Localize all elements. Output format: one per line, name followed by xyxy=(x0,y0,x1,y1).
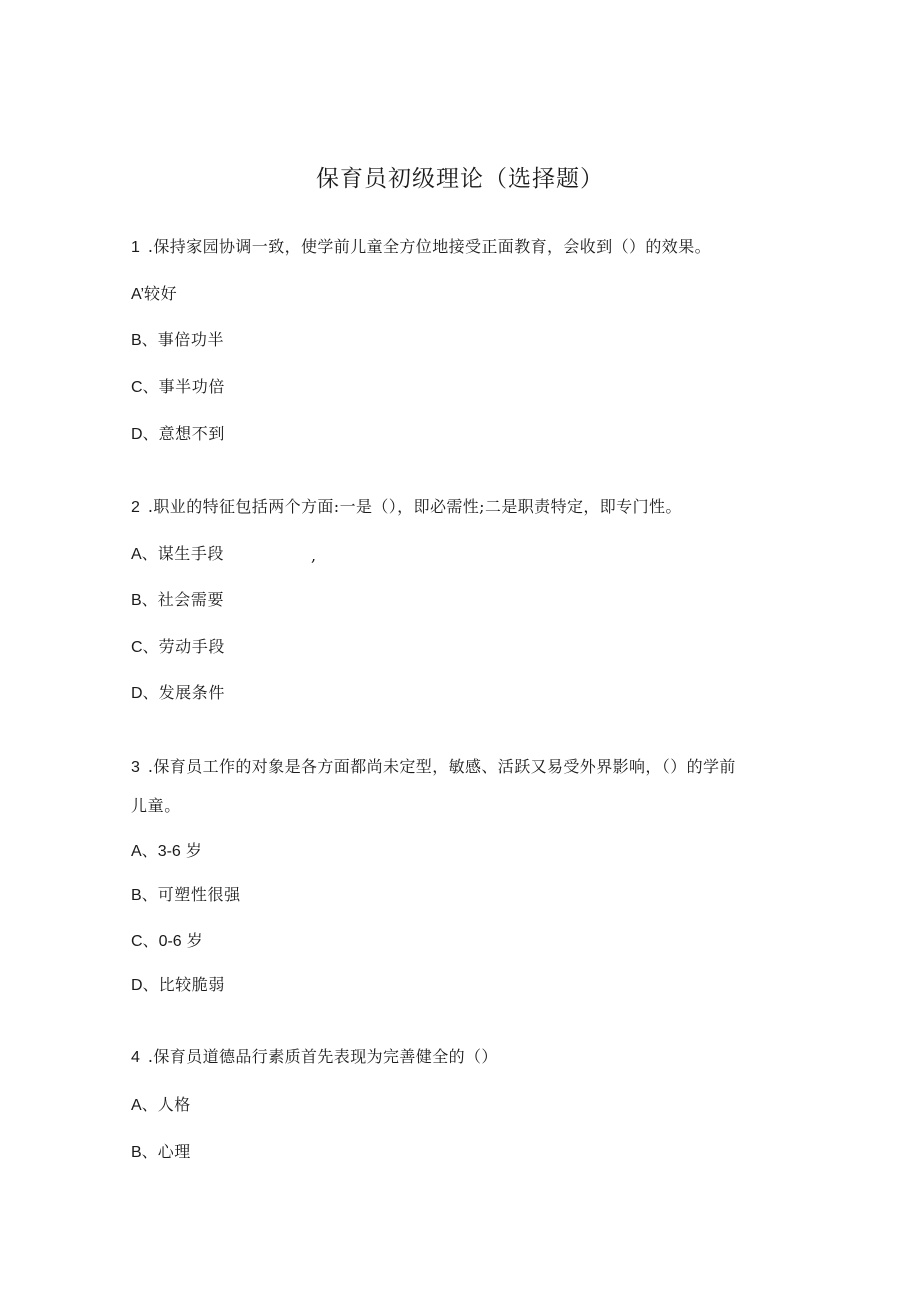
question-1-option-b xyxy=(131,330,224,351)
question-2-option-a xyxy=(131,544,224,565)
question-2-option-d xyxy=(131,683,225,704)
option-letter: D、 xyxy=(131,977,159,994)
option-letter: C、 xyxy=(131,933,159,950)
option-letter: B、 xyxy=(131,1144,158,1161)
question-2-option-b xyxy=(131,590,224,611)
option-text: 社会需要 xyxy=(157,590,225,609)
question-text: .保育员工作的对象是各方面都尚未定型，敏感、活跃又易受外界影响，（）的学前 xyxy=(147,757,736,776)
question-3-stem-continued: 儿童。 xyxy=(131,796,181,815)
question-1-option-a xyxy=(131,284,177,305)
question-4-stem xyxy=(131,1047,498,1068)
option-letter: D、 xyxy=(131,426,159,443)
option-letter: B、 xyxy=(131,592,158,609)
option-letter: B、 xyxy=(131,887,158,904)
question-text: .保育员道德品行素质首先表现为完善健全的（） xyxy=(147,1047,498,1066)
question-4-option-b xyxy=(131,1142,191,1163)
question-number: 2 xyxy=(131,499,140,516)
question-3-stem xyxy=(131,757,736,778)
option-letter: D、 xyxy=(131,685,159,702)
question-1-option-c xyxy=(131,377,225,398)
option-letter: B、 xyxy=(131,332,158,349)
option-letter: A、 xyxy=(131,1097,158,1114)
option-text: 发展条件 xyxy=(158,683,225,702)
option-letter: A’ xyxy=(131,286,145,303)
page-title: 保育员初级理论（选择题） xyxy=(316,166,604,192)
question-number: 4 xyxy=(131,1049,140,1066)
question-text: .职业的特征包括两个方面:一是（），即必需性;二是职责特定，即专门性。 xyxy=(147,497,682,516)
question-4-option-a xyxy=(131,1095,191,1116)
question-1-option-d xyxy=(131,424,225,445)
option-text: 事半功倍 xyxy=(158,377,225,396)
question-number: 3 xyxy=(131,759,140,776)
question-text: .保持家园协调一致，使学前儿童全方位地接受正面教育，会收到（）的效果。 xyxy=(147,237,711,256)
option-text: 较好 xyxy=(144,284,178,303)
question-3-option-d xyxy=(131,975,225,996)
option-text: 比较脆弱 xyxy=(158,975,225,994)
option-text: 意想不到 xyxy=(158,424,225,443)
question-3-option-b xyxy=(131,885,241,906)
option-letter: A、 xyxy=(131,546,158,563)
option-text: 劳动手段 xyxy=(158,637,225,656)
option-text: 岁 xyxy=(186,931,204,950)
question-number: 1 xyxy=(131,239,140,256)
option-number: 3-6 xyxy=(157,843,181,860)
question-2-stem xyxy=(131,497,682,518)
option-letter: C、 xyxy=(131,379,159,396)
option-text: 心理 xyxy=(157,1142,191,1161)
question-2-option-c xyxy=(131,637,225,658)
question-3-option-c xyxy=(131,931,203,952)
option-letter: C、 xyxy=(131,639,159,656)
question-3-option-a xyxy=(131,841,203,862)
option-number: 0-6 xyxy=(158,933,182,950)
option-trailing-mark: , xyxy=(311,546,317,565)
option-text: 事倍功半 xyxy=(157,330,225,349)
option-text: 可塑性很强 xyxy=(157,885,241,904)
question-1-stem xyxy=(131,237,711,258)
option-text: 人格 xyxy=(157,1095,191,1114)
option-text: 谋生手段 xyxy=(157,544,225,563)
option-text: 岁 xyxy=(185,841,203,860)
option-letter: A、 xyxy=(131,843,158,860)
